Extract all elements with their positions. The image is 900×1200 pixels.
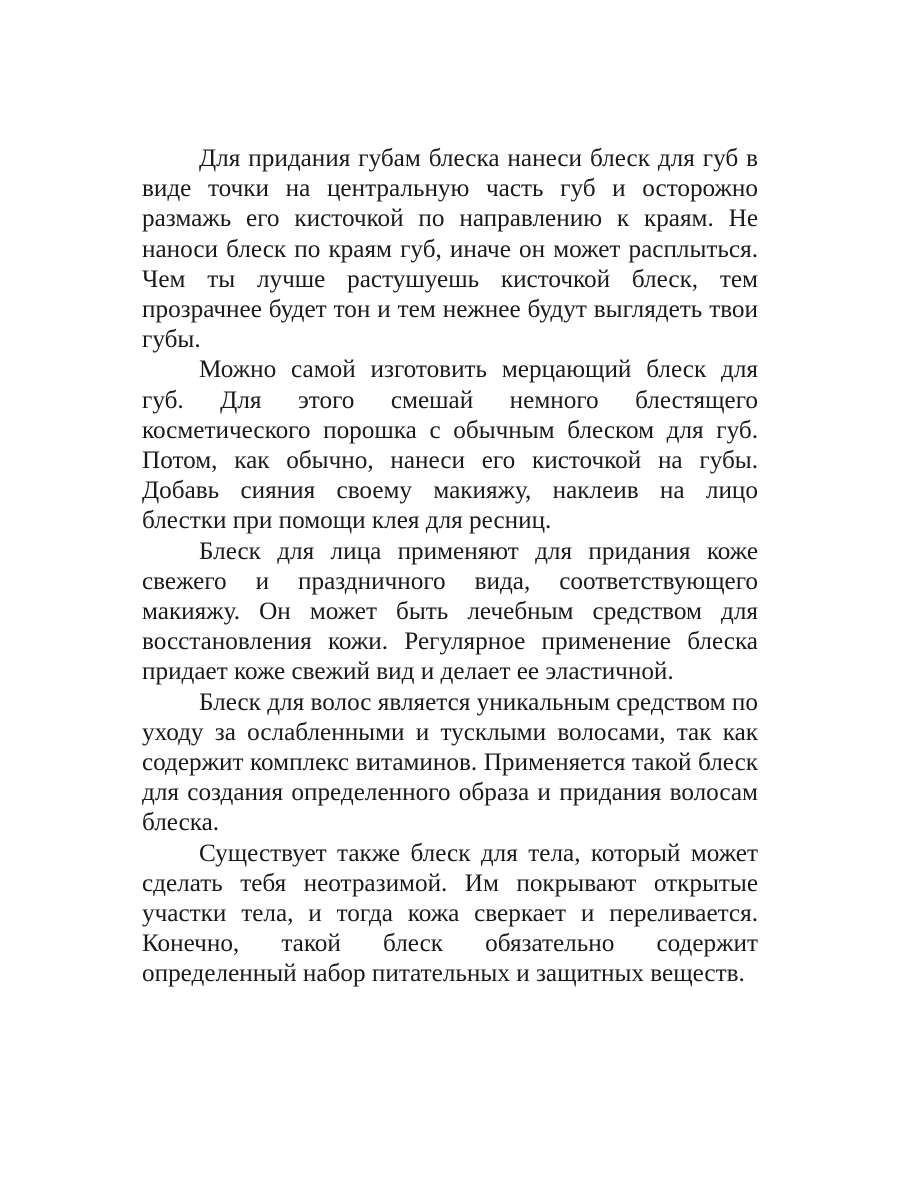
- paragraph-body-gloss: Существует также блеск для тела, который может сделать тебя неотразимой. Им покрывают открытые участки тела, и тогда кожа сверкает и переливается. Конечно, такой блеск обязательно содержит определенный набор питательных и защитных веществ.: [142, 839, 758, 988]
- body-text: [142, 144, 758, 990]
- paragraph-hair-gloss: Блеск для волос является уникальным средством по уходу за ослабленными и тусклыми волосами, так как содержит комплекс витаминов. Применяется такой блеск для создания определенного образа и придания волосам блеска.: [142, 688, 758, 837]
- paragraph-face-gloss: Блеск для лица применяют для придания коже свежего и праздничного вида, соответствующего макияжу. Он может быть лечебным средством для восстановления кожи. Регулярное применение блеска придает коже свежий вид и делает ее эластичной.: [142, 537, 758, 686]
- paragraph-lip-gloss-application: Для придания губам блеска нанеси блеск для губ в виде точки на центральную часть губ и осторожно размажь его кисточкой по направлению к краям. Не наноси блеск по краям губ, иначе он может расплыться. Чем ты лучше растушуешь кисточкой блеск, тем прозрачнее будет тон и тем нежнее будут выглядеть твои губы.: [142, 145, 758, 354]
- paragraph-shimmer-gloss-recipe: Можно самой изготовить мерцающий блеск для губ. Для этого смешай немного блестящего косметического порошка с обычным блеском для губ. Потом, как обычно, нанеси его кисточкой на губы. Добавь сияния своему макияжу, наклеив на лицо блестки при помощи клея для ресниц.: [142, 356, 758, 535]
